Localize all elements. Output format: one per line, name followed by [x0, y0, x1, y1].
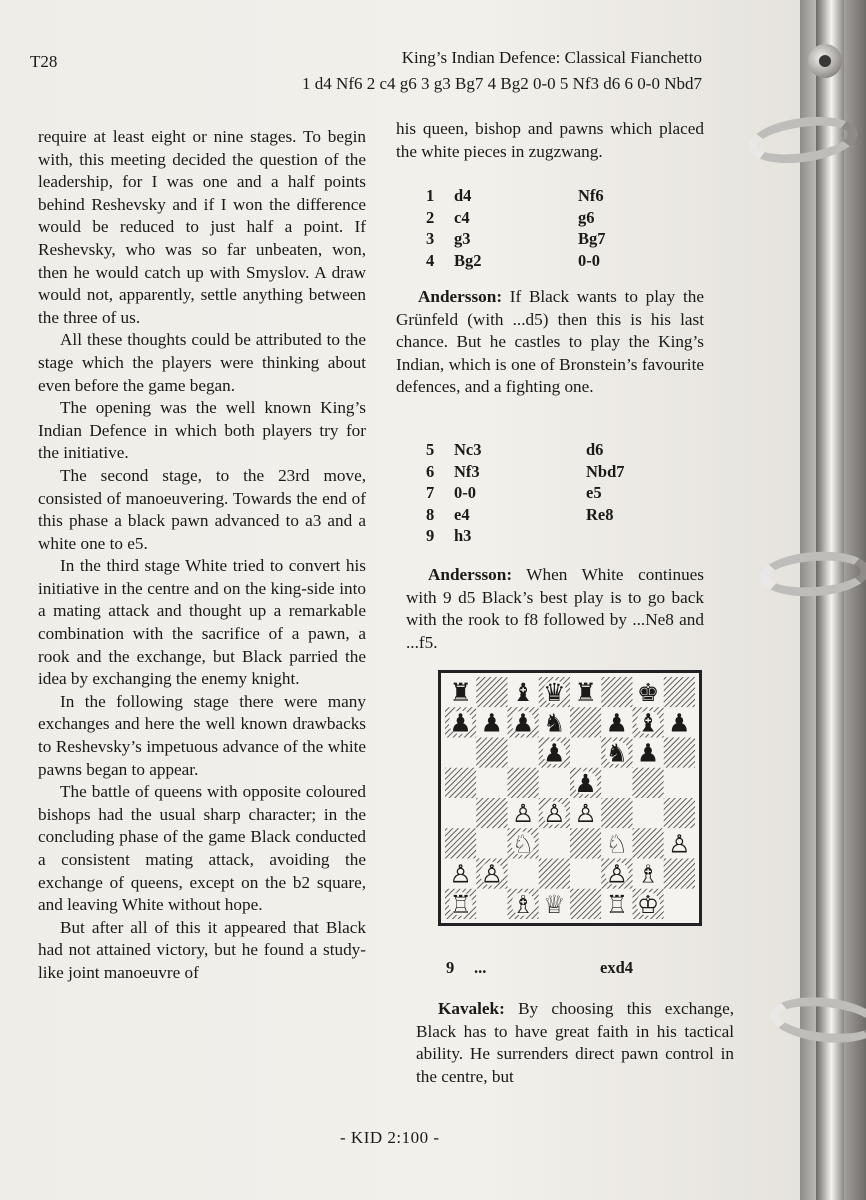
- paragraph: All these thoughts could be attributed to the stage which the players were thinking about even before the game began.: [38, 330, 366, 395]
- black-move: Nbd7: [586, 461, 625, 481]
- move-number: 8: [426, 504, 435, 524]
- move-number: 5: [426, 440, 435, 459]
- left-column: [38, 126, 366, 985]
- black-bishop-icon: ♝: [511, 678, 535, 708]
- white-move: c4: [454, 207, 470, 227]
- light-square: [633, 798, 664, 828]
- black-pawn-icon: ♟: [605, 708, 629, 738]
- light-square: [664, 889, 695, 919]
- move-number: 9: [446, 958, 455, 977]
- move-row: [426, 251, 686, 273]
- white-bishop-icon: ♗: [636, 859, 660, 889]
- move-row: [426, 208, 686, 230]
- move-number: 1: [426, 186, 435, 205]
- move-number: 9: [426, 526, 435, 545]
- white-bishop-icon: ♗: [511, 889, 535, 919]
- black-pawn-icon: ♟: [668, 708, 691, 738]
- move-row: [426, 440, 686, 462]
- white-move: Nc3: [454, 440, 482, 459]
- move-row: [426, 186, 686, 208]
- black-move: Bg7: [578, 229, 606, 248]
- black-pawn-icon: ♟: [480, 708, 504, 738]
- comment-author: Andersson:: [428, 565, 513, 584]
- move-list-2: [426, 440, 686, 548]
- dark-square: [570, 828, 601, 858]
- dark-square: [633, 828, 664, 858]
- move-row: [426, 229, 686, 251]
- move-number: 7: [426, 483, 435, 502]
- black-move: e5: [586, 483, 602, 502]
- white-pawn-icon: ♙: [668, 829, 691, 859]
- black-pawn-icon: ♟: [449, 708, 472, 738]
- black-move: g6: [578, 207, 595, 227]
- paragraph: But after all of this it appeared that Black had not attained victory, but he found a study-like joint manoeuvre of: [38, 917, 366, 982]
- paragraph: The second stage, to the 23rd move, consisted of manoeuvering. Towards the end of this phase a black pawn advanced to a3 and a white one to e5.: [38, 465, 366, 553]
- white-move: Bg2: [454, 250, 482, 270]
- paragraph: his queen, bishop and pawns which placed the white pieces in zugzwang.: [396, 119, 704, 161]
- light-square: [664, 768, 695, 798]
- black-pawn-icon: ♟: [511, 708, 535, 738]
- black-king-icon: ♚: [636, 678, 660, 708]
- white-pawn-icon: ♙: [511, 799, 535, 829]
- move-number: 6: [426, 461, 435, 481]
- chess-board: [445, 677, 695, 919]
- move-row: [426, 505, 686, 527]
- black-move: 0-0: [578, 250, 600, 270]
- light-square: [508, 738, 539, 768]
- black-pawn-icon: ♟: [543, 738, 566, 768]
- light-square: [539, 768, 570, 798]
- white-move: Nf3: [454, 461, 480, 481]
- dark-square: [476, 677, 507, 707]
- black-knight-icon: ♞: [605, 738, 629, 768]
- light-square: [570, 738, 601, 768]
- page-code: T28: [30, 52, 58, 71]
- black-queen-icon: ♛: [543, 678, 566, 708]
- light-square: [570, 859, 601, 889]
- right-column-intro: [396, 118, 704, 163]
- dark-square: [601, 798, 632, 828]
- black-bishop-icon: ♝: [636, 708, 660, 738]
- white-knight-icon: ♘: [511, 829, 535, 859]
- black-pawn-icon: ♟: [574, 768, 597, 798]
- dark-square: [664, 738, 695, 768]
- chapter-title: King’s Indian Defence: Classical Fianchetto: [401, 48, 702, 67]
- dark-square: [539, 859, 570, 889]
- paragraph: In the third stage White tried to convert his initiative in the centre and on the king-side into a mating attack and thought up a remarkable combination with the sacrifice of a pawn, a rook and the exchange, but Black parried the idea by exchanging the enemy knight.: [38, 556, 366, 689]
- white-queen-icon: ♕: [543, 889, 566, 919]
- white-pawn-icon: ♙: [480, 859, 504, 889]
- binder-rivet: [808, 44, 842, 78]
- dark-square: [601, 677, 632, 707]
- comment-author: Kavalek:: [438, 999, 505, 1018]
- white-pawn-icon: ♙: [574, 799, 597, 829]
- white-knight-icon: ♘: [605, 829, 629, 859]
- dark-square: [445, 768, 476, 798]
- white-move: g3: [454, 229, 471, 248]
- light-square: [476, 768, 507, 798]
- comment-text: By choosing this exchange, Black has to have great faith in his tactical ability. He surrenders direct pawn control in the centre, but: [416, 999, 734, 1086]
- chess-diagram: [438, 670, 702, 926]
- paragraph: The battle of queens with opposite coloured bishops had the usual sharp character; in the concluding phase of the game Black conducted a consistent mating attack, avoiding the exchange of queens, except on the b2 square, and leaving White without hope.: [38, 782, 366, 915]
- black-knight-icon: ♞: [543, 708, 566, 738]
- light-square: [445, 798, 476, 828]
- white-pawn-icon: ♙: [605, 859, 629, 889]
- black-move: Re8: [586, 504, 614, 524]
- move-number: 3: [426, 229, 435, 248]
- black-move: exd4: [600, 958, 633, 977]
- dark-square: [664, 859, 695, 889]
- dark-square: [633, 768, 664, 798]
- comment-andersson-2: [406, 564, 704, 654]
- move-number: 2: [426, 207, 435, 227]
- white-pawn-icon: ♙: [449, 859, 472, 889]
- black-move: Nf6: [578, 186, 604, 205]
- dark-square: [508, 768, 539, 798]
- white-king-icon: ♔: [636, 889, 660, 919]
- dark-square: [664, 798, 695, 828]
- white-rook-icon: ♖: [449, 889, 472, 919]
- comment-text: When White continues with 9 d5 Black’s best play is to go back with the rook to f8 followed by ...Ne8 and ...f5.: [406, 565, 704, 652]
- move-row: [426, 462, 686, 484]
- dark-square: [476, 738, 507, 768]
- dark-square: [476, 798, 507, 828]
- light-square: [476, 828, 507, 858]
- white-pawn-icon: ♙: [543, 799, 566, 829]
- move-list-1: [426, 186, 686, 272]
- move-row: [426, 483, 686, 505]
- dark-square: [445, 828, 476, 858]
- opening-moves-line: 1 d4 Nf6 2 c4 g6 3 g3 Bg7 4 Bg2 0-0 5 Nf3 d6 6 0-0 Nbd7: [302, 74, 702, 93]
- light-square: [508, 859, 539, 889]
- light-square: [445, 738, 476, 768]
- comment-text: If Black wants to play the Grünfeld (with ...d5) then this is his last chance. But he castles to play the King’s Indian, which is one of Bronstein’s favourite defences, and a fighting one.: [396, 287, 704, 397]
- white-rook-icon: ♖: [605, 889, 629, 919]
- comment-kavalek: [416, 998, 734, 1088]
- black-rook-icon: ♜: [449, 678, 472, 708]
- white-move: 0-0: [454, 483, 476, 502]
- page-footer: - KID 2:100 -: [340, 1128, 440, 1147]
- move-row: [426, 526, 686, 548]
- light-square: [476, 889, 507, 919]
- light-square: [539, 828, 570, 858]
- black-move: d6: [586, 440, 604, 459]
- move-number: 4: [426, 250, 435, 270]
- dark-square: [570, 889, 601, 919]
- paragraph: The opening was the well known King’s Indian Defence in which both players try for the initiative.: [38, 398, 366, 463]
- move-9-line: [446, 958, 706, 980]
- black-rook-icon: ♜: [574, 678, 597, 708]
- white-move: ...: [474, 958, 487, 977]
- white-move: d4: [454, 186, 472, 205]
- paragraph: In the following stage there were many exchanges and here the well known drawbacks to Reshevsky’s impetuous advance of the white pawns began to appear.: [38, 691, 366, 779]
- dark-square: [664, 677, 695, 707]
- light-square: [601, 768, 632, 798]
- dark-square: [570, 707, 601, 737]
- move-row: [446, 958, 706, 980]
- comment-author: Andersson:: [418, 287, 503, 306]
- white-move: e4: [454, 504, 470, 524]
- black-pawn-icon: ♟: [636, 738, 660, 768]
- paragraph: require at least eight or nine stages. To begin with, this meeting decided the question of the leadership, for I was one and a half points behind Reshevsky and if I won the difference would be reduced to just half a point. If Reshevsky, who was so far unbeaten, won, then he would catch up with Smyslov. A draw would not, apparently, settle anything between the three of us.: [38, 127, 366, 327]
- white-move: h3: [454, 526, 472, 545]
- comment-andersson-1: [396, 286, 704, 399]
